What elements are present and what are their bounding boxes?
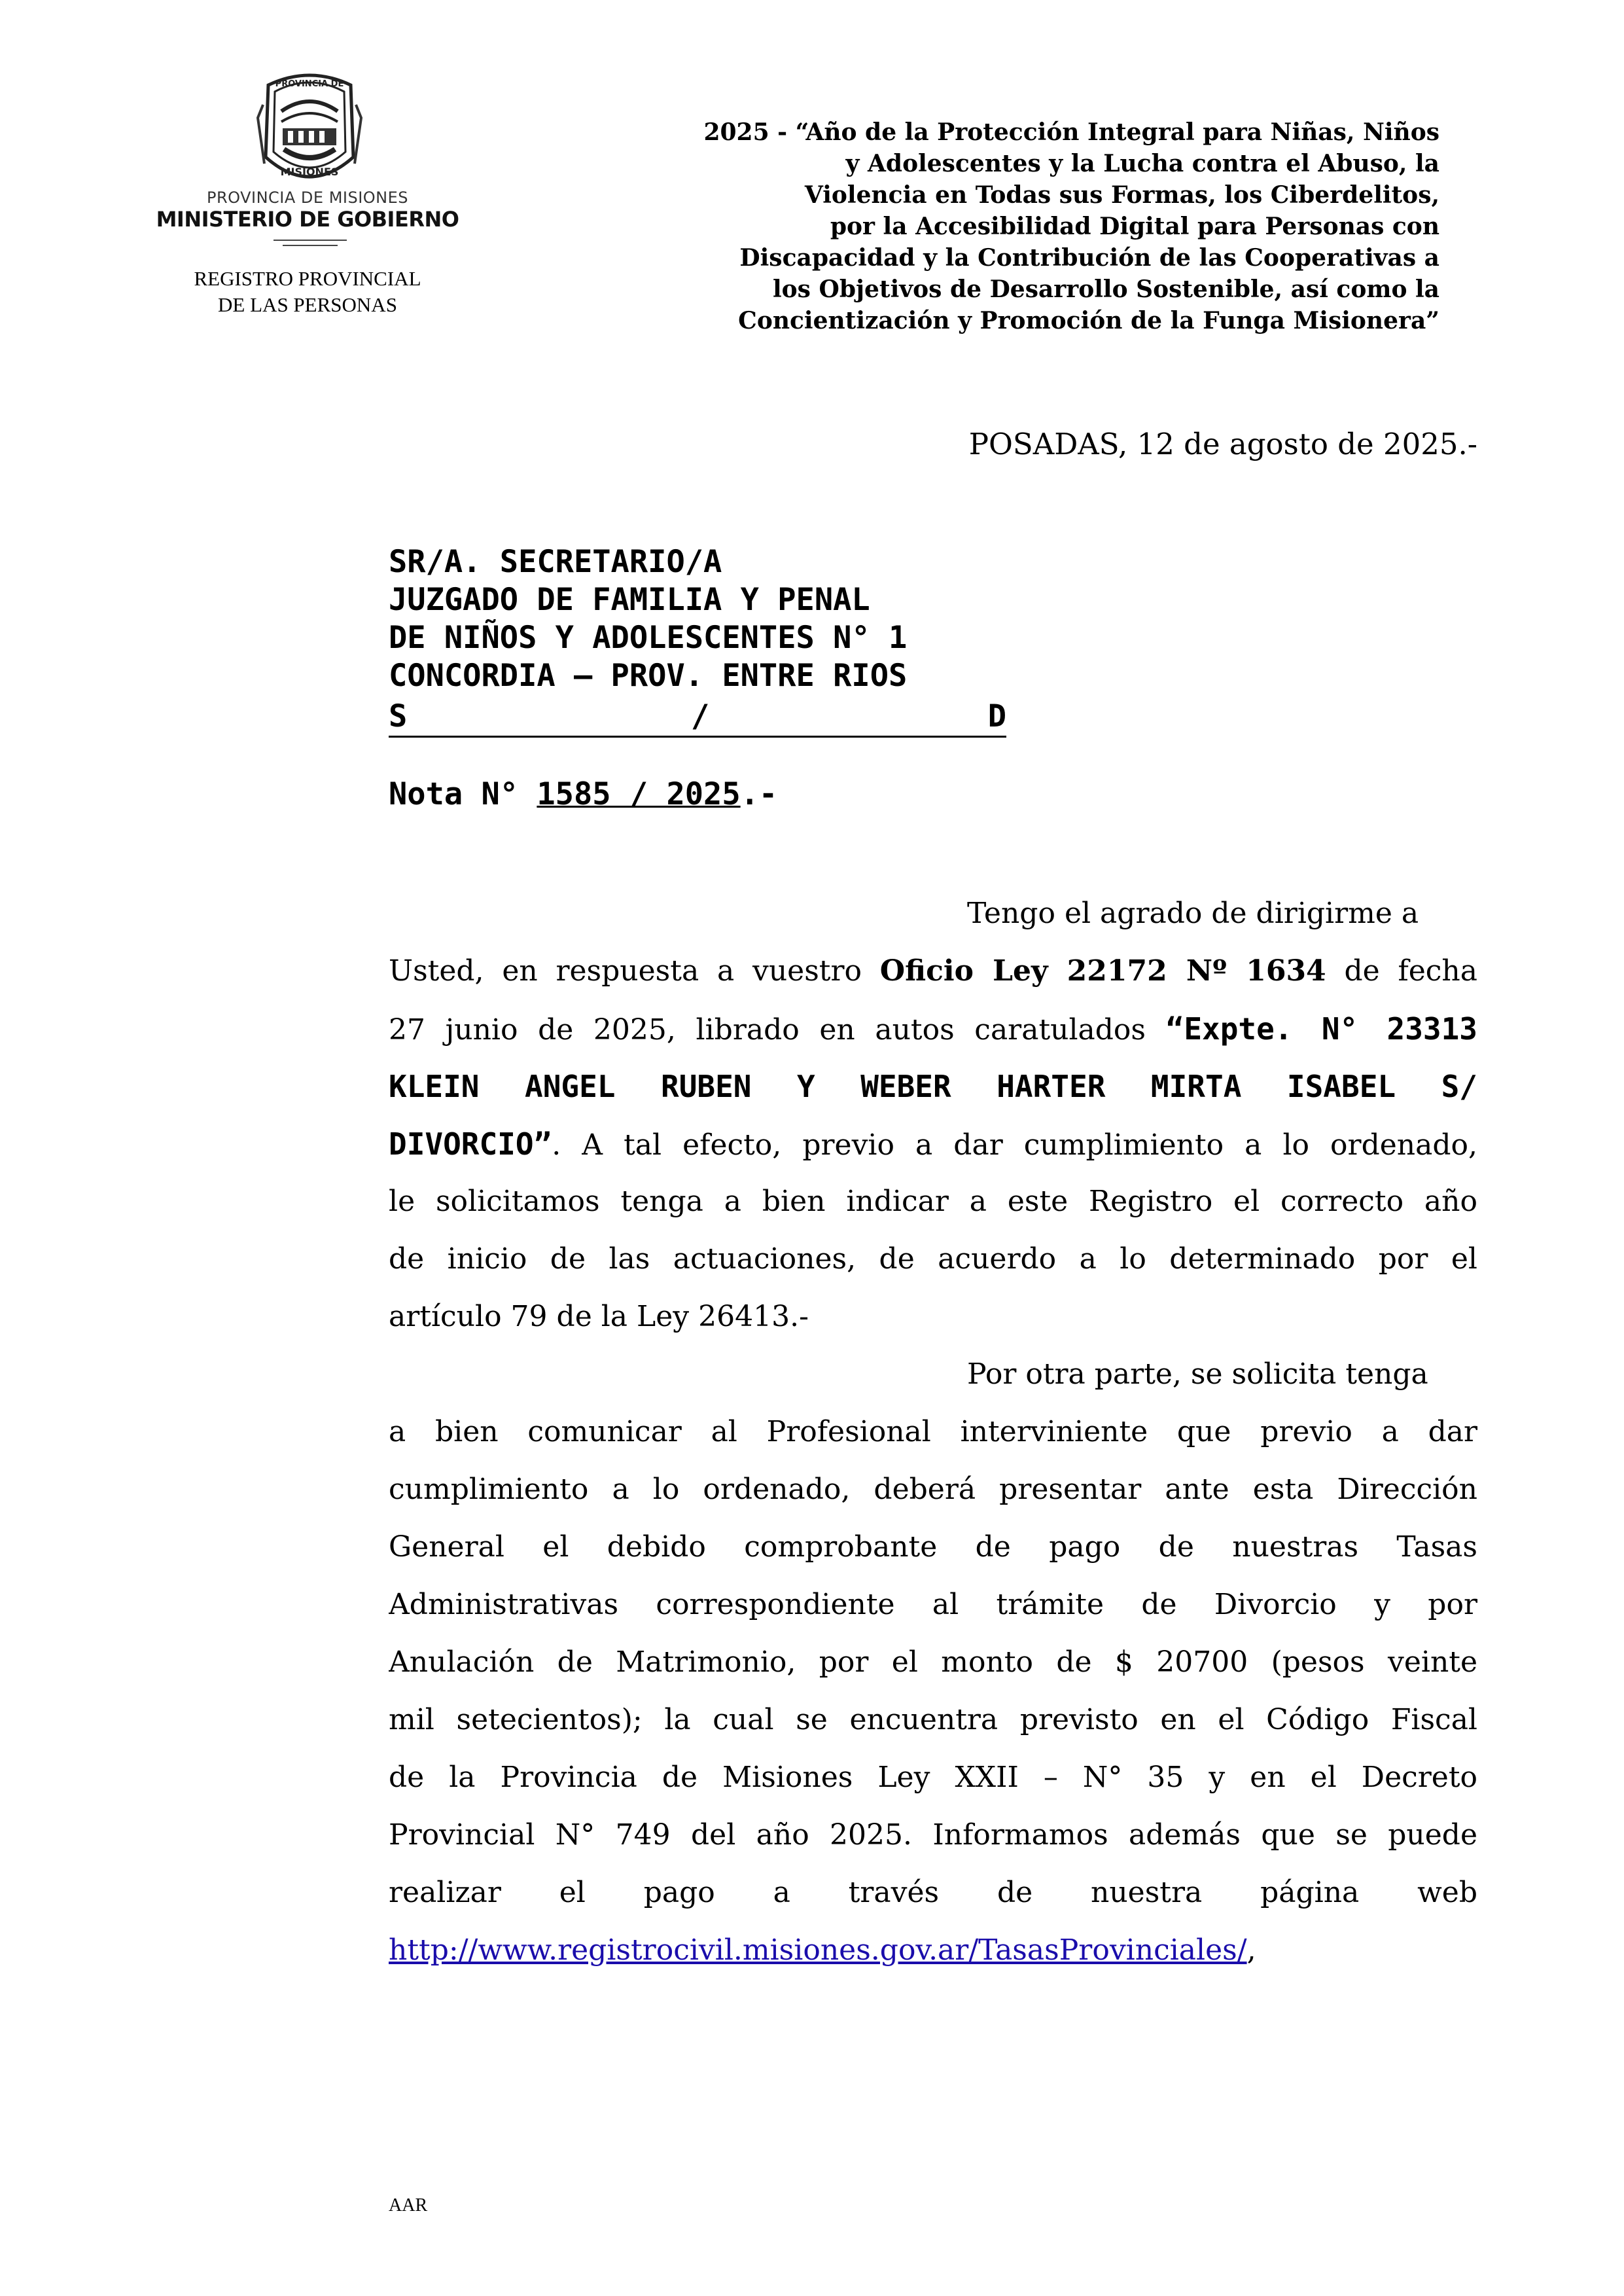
body-line: le solicitamos tenga a bien indicar a este Registro el correcto año [389, 1185, 1477, 1218]
addressee-line: SR/A. SECRETARIO/A [389, 544, 722, 580]
letter-body [389, 885, 1477, 1979]
registry-line-2: DE LAS PERSONAS [218, 293, 397, 316]
body-line: artículo 79 de la Ley 26413.- [389, 1300, 809, 1333]
case-reference: “Expte. N° 23313 [1165, 1011, 1477, 1047]
body-text: de fecha [1326, 954, 1477, 988]
letter-date: POSADAS, 12 de agosto de 2025.- [968, 427, 1477, 461]
body-line [389, 1922, 1477, 1979]
body-line: Provincial N° 749 del año 2025. Informamos además que se puede [389, 1818, 1477, 1852]
motto-line: los Objetivos de Desarrollo Sostenible, así como la [772, 276, 1439, 303]
body-text: Usted, en respuesta a vuestro [389, 954, 880, 988]
ministry-divider-short [283, 245, 338, 246]
author-initials: AAR [389, 2195, 428, 2215]
case-title-line: KLEIN ANGEL RUBEN Y WEBER HARTER MIRTA ISABEL S/ [389, 1069, 1477, 1104]
sd-s: S [389, 698, 408, 734]
ministry-divider [274, 240, 347, 241]
seal-icon [255, 65, 364, 188]
body-line: General el debido comprobante de pago de nuestras Tasas [389, 1530, 1477, 1564]
su-despacho-line [389, 698, 1006, 738]
registry-line-1: REGISTRO PROVINCIAL [194, 267, 421, 290]
body-line: realizar el pago a través de nuestra página web [389, 1876, 1477, 1909]
case-title-end: DIVORCIO” [389, 1126, 552, 1162]
body-line [389, 1115, 1477, 1173]
province-name: PROVINCIA DE MISIONES [206, 188, 409, 207]
body-line: Tengo el agrado de dirigirme a [967, 897, 1419, 930]
sd-slash: / [691, 698, 710, 734]
body-line: a bien comunicar al Profesional interviniente que previo a dar [389, 1415, 1477, 1448]
note-suffix: .- [740, 776, 778, 812]
motto-line: Concientización y Promoción de la Funga Misionera” [738, 307, 1439, 334]
motto-line: 2025 - “Año de la Protección Integral para Niñas, Niños [703, 118, 1439, 146]
body-line: cumplimiento a lo ordenado, deberá presentar ante esta Dirección [389, 1473, 1477, 1506]
motto-line: Violencia en Todas sus Formas, los Ciberdelitos, [804, 181, 1439, 209]
addressee-block [389, 543, 1043, 695]
note-label: Nota N° [389, 776, 519, 812]
body-line [389, 1000, 1477, 1058]
addressee-line: CONCORDIA – PROV. ENTRE RIOS [389, 658, 908, 694]
body-text: , [1246, 1933, 1256, 1967]
body-line: Administrativas correspondiente al trámite de Divorcio y por [389, 1588, 1477, 1621]
motto-line: por la Accesibilidad Digital para Personas con [830, 213, 1439, 240]
body-line [389, 942, 1477, 1000]
oficio-reference: Oficio Ley 22172 Nº 1634 [879, 954, 1326, 988]
body-line: de inicio de las actuaciones, de acuerdo a lo determinado por el [389, 1242, 1477, 1276]
body-text: . A tal efecto, previo a dar cumplimiento a lo ordenado, [552, 1128, 1477, 1162]
note-number: 1585 / 2025 [537, 776, 741, 812]
sd-d: D [987, 698, 1006, 734]
body-line: de la Provincia de Misiones Ley XXII – N° 35 y en el Decreto [389, 1761, 1477, 1794]
motto-line: y Adolescentes y la Lucha contra el Abuso, la [845, 150, 1439, 177]
ministry-name: MINISTERIO DE GOBIERNO [156, 207, 459, 232]
seal-top-text: PROVINCIA DE [275, 79, 344, 89]
province-seal-logo [255, 65, 364, 188]
addressee-line: DE NIÑOS Y ADOLESCENTES N° 1 [389, 620, 908, 656]
body-line: mil setecientos); la cual se encuentra previsto en el Código Fiscal [389, 1703, 1477, 1736]
body-text: 27 junio de 2025, librado en autos caratulados [389, 1013, 1166, 1047]
motto-line: Discapacidad y la Contribución de las Cooperativas a [739, 244, 1439, 272]
year-motto [576, 117, 1439, 336]
fees-website-link[interactable]: http://www.registrocivil.misiones.gov.ar/TasasProvinciales/ [389, 1933, 1247, 1967]
body-line: Por otra parte, se solicita tenga [967, 1357, 1428, 1391]
addressee-line: JUZGADO DE FAMILIA Y PENAL [389, 582, 870, 618]
body-line: Anulación de Matrimonio, por el monto de $ 20700 (pesos veinte [389, 1645, 1477, 1679]
note-reference [389, 776, 777, 812]
seal-bottom-text: MISIONES [280, 166, 339, 178]
